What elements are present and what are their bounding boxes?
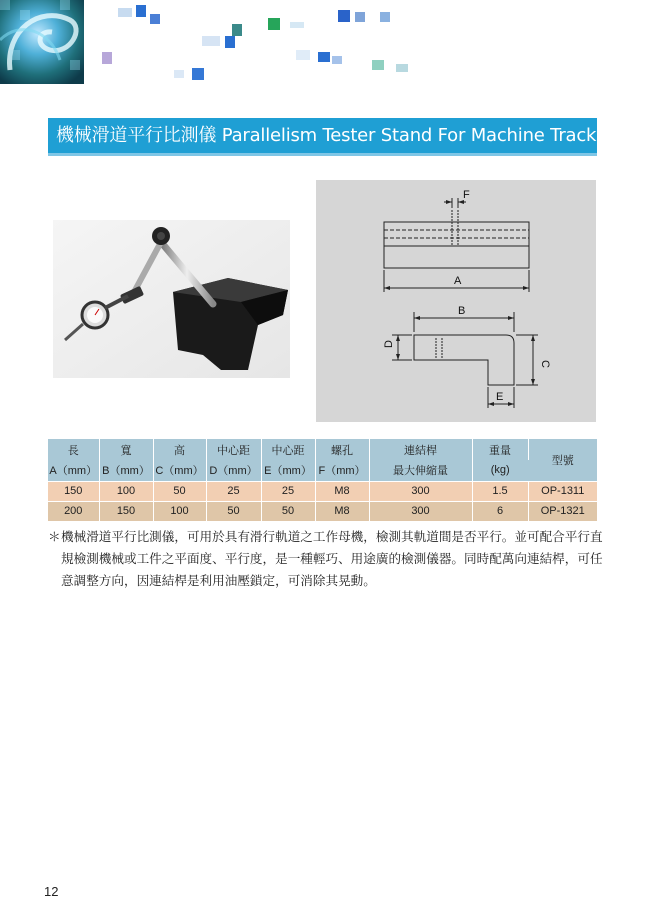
product-description [48, 526, 608, 592]
table-cell: 50 [153, 481, 206, 501]
table-row [48, 481, 597, 501]
header-cell-model: 型號 [528, 439, 597, 481]
table-cell: 150 [48, 481, 99, 501]
subheader-cell: E（mm） [261, 460, 315, 481]
table-header-row [48, 439, 597, 460]
table-cell: 100 [99, 481, 153, 501]
drawing-label-d: D [383, 340, 395, 348]
header-cell: 重量 [472, 439, 528, 460]
table-cell: 300 [369, 501, 472, 521]
page-number: 12 [44, 884, 59, 899]
table-cell: M8 [315, 481, 369, 501]
header-cell: 連結桿 [369, 439, 472, 460]
table-cell: 300 [369, 481, 472, 501]
header-cell: 螺孔 [315, 439, 369, 460]
subheader-cell: 最大伸縮量 [369, 460, 472, 481]
page-title: 機械滑道平行比測儀 Parallelism Tester Stand For Machine Track [56, 125, 597, 146]
dimension-drawing [316, 180, 596, 422]
subheader-cell: D（mm） [206, 460, 261, 481]
table-cell: OP-1311 [528, 481, 597, 501]
subheader-cell: F（mm） [315, 460, 369, 481]
table-cell: 1.5 [472, 481, 528, 501]
header-cell: 高 [153, 439, 206, 460]
bullet-marker: ＊ [48, 529, 61, 544]
drawing-label-a: A [454, 275, 462, 287]
drawing-label-f: F [463, 189, 470, 201]
table-cell: 25 [206, 481, 261, 501]
header-cell: 長 [48, 439, 99, 460]
table-subheader-row [48, 460, 597, 481]
table-cell: 200 [48, 501, 99, 521]
title-banner [48, 118, 597, 156]
spec-table [48, 439, 597, 521]
table-cell: 6 [472, 501, 528, 521]
product-photo [53, 220, 290, 378]
subheader-cell: A（mm） [48, 460, 99, 481]
header-cell: 寬 [99, 439, 153, 460]
description-text: 機械滑道平行比測儀，可用於具有滑行軌道之工作母機，檢測其軌道間是否平行。並可配合平行直規檢測機械或工件之平面度、平行度，是一種輕巧、用途廣的檢測儀器。同時配萬向連結桿，可任意調整方向，因連結桿是利用油壓鎖定，可消除其晃動。 [61, 529, 603, 588]
drawing-label-c: C [539, 360, 551, 368]
table-cell: M8 [315, 501, 369, 521]
table-cell: 25 [261, 481, 315, 501]
subheader-cell: C（mm） [153, 460, 206, 481]
subheader-cell: B（mm） [99, 460, 153, 481]
table-cell: 50 [261, 501, 315, 521]
table-cell: OP-1321 [528, 501, 597, 521]
table-cell: 50 [206, 501, 261, 521]
subheader-cell: (kg) [472, 460, 528, 481]
table-cell: 150 [99, 501, 153, 521]
table-row [48, 501, 597, 521]
header-cell: 中心距 [206, 439, 261, 460]
drawing-label-e: E [496, 391, 504, 403]
header-cell: 中心距 [261, 439, 315, 460]
table-cell: 100 [153, 501, 206, 521]
drawing-label-b: B [458, 305, 466, 317]
corner-swirl-graphic [0, 0, 84, 84]
